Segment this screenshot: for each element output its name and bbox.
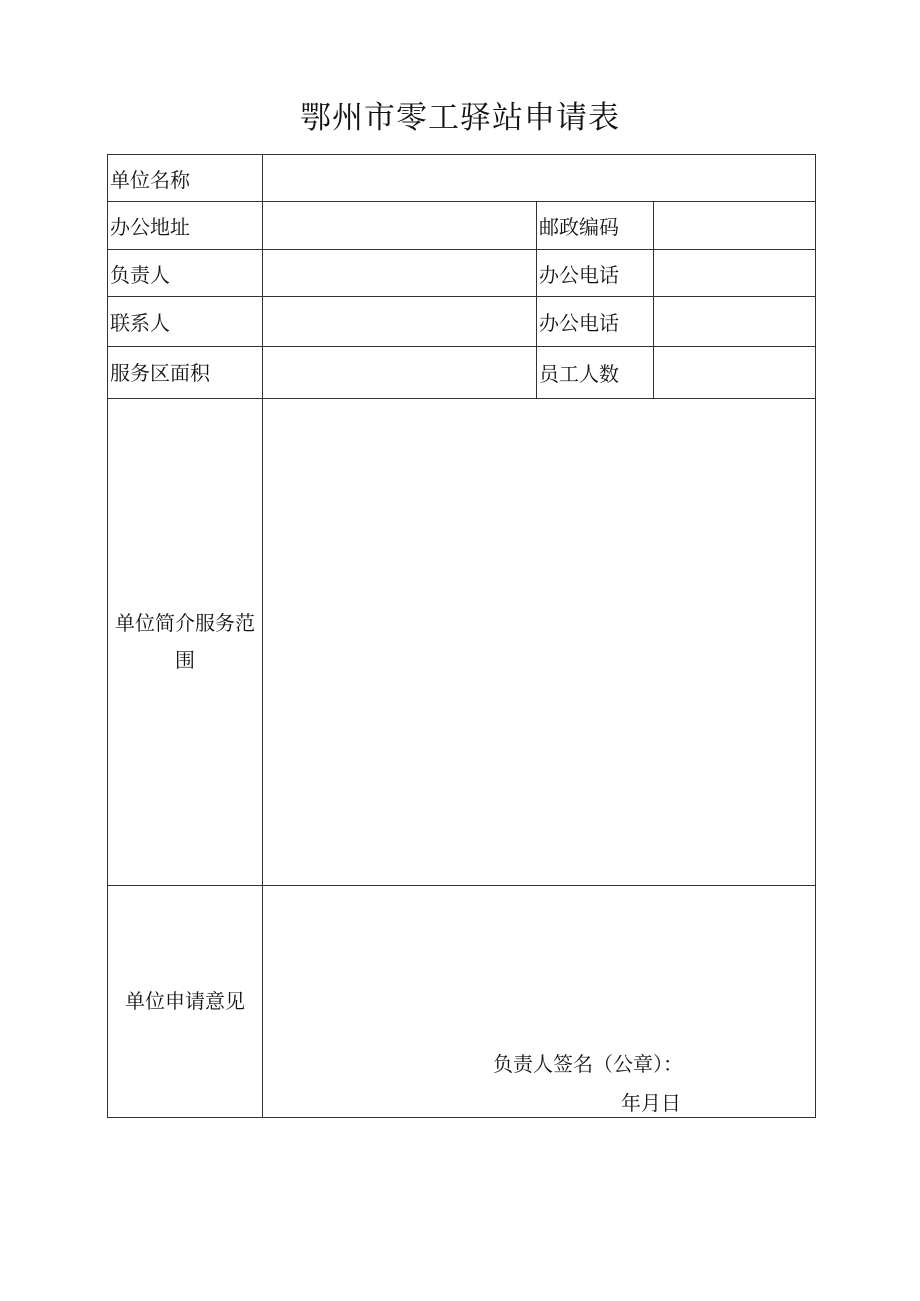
signature-line: 负责人签名（公章）： <box>493 1052 683 1076</box>
contact-person-label: 联系人 <box>108 297 263 347</box>
page-title: 鄂州市零工驿站申请表 <box>300 100 620 136</box>
unit-name-field[interactable] <box>263 155 816 202</box>
employee-count-label: 员工人数 <box>537 347 654 399</box>
date-line: 年月日 <box>621 1091 681 1115</box>
employee-count-field[interactable] <box>654 347 816 399</box>
office-address-field[interactable] <box>263 202 537 250</box>
person-in-charge-label: 负责人 <box>108 250 263 297</box>
row-unit-intro <box>108 399 816 886</box>
service-area-field[interactable] <box>263 347 537 399</box>
postal-code-label: 邮政编码 <box>537 202 654 250</box>
row-unit-opinion <box>108 886 816 1118</box>
contact-phone-label: 办公电话 <box>537 297 654 347</box>
row-contact-person <box>108 297 816 347</box>
unit-intro-label-line2: 围 <box>175 648 195 672</box>
application-form-table <box>107 154 816 1118</box>
unit-intro-label-line1: 单位简介服务范 <box>115 611 255 635</box>
contact-phone-field[interactable] <box>654 297 816 347</box>
unit-opinion-label: 单位申请意见 <box>108 886 263 1118</box>
row-person-in-charge <box>108 250 816 297</box>
contact-person-field[interactable] <box>263 297 537 347</box>
row-unit-name <box>108 155 816 202</box>
unit-intro-field[interactable] <box>263 399 816 886</box>
row-service-area <box>108 347 816 399</box>
service-area-label: 服务区面积 <box>108 347 263 399</box>
unit-intro-label <box>108 399 263 886</box>
office-address-label: 办公地址 <box>108 202 263 250</box>
person-in-charge-field[interactable] <box>263 250 537 297</box>
postal-code-field[interactable] <box>654 202 816 250</box>
office-phone-field[interactable] <box>654 250 816 297</box>
unit-opinion-field[interactable] <box>263 886 816 1118</box>
row-office-address <box>108 202 816 250</box>
unit-name-label: 单位名称 <box>108 155 263 202</box>
office-phone-label: 办公电话 <box>537 250 654 297</box>
